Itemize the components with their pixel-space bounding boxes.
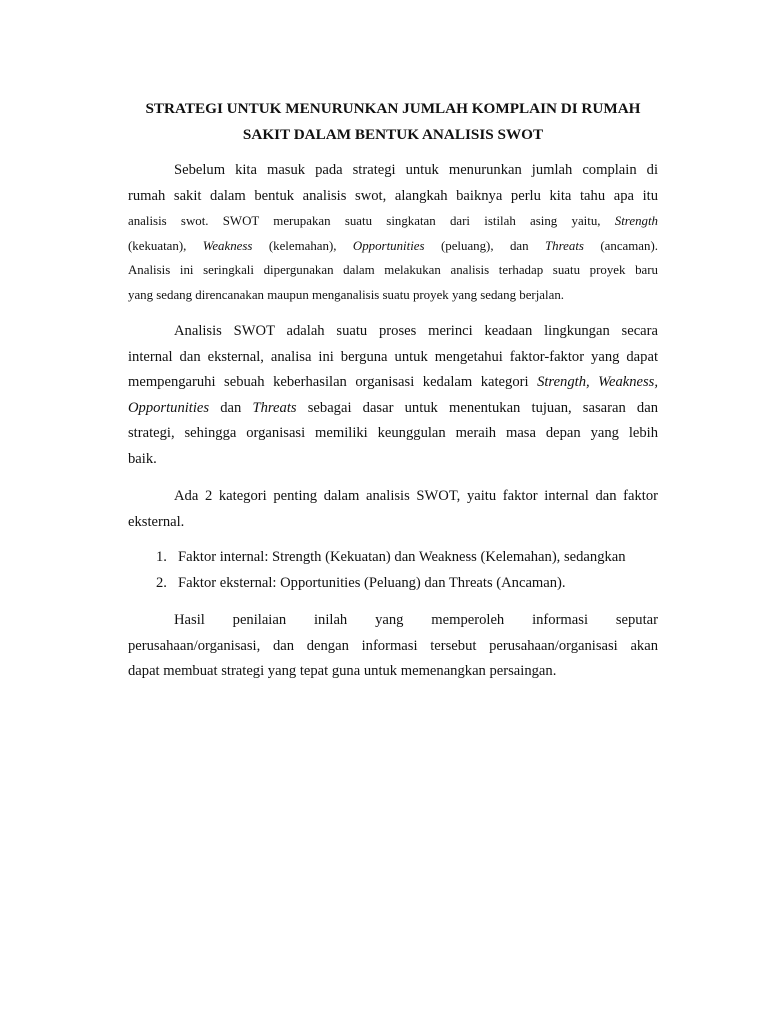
category-list bbox=[128, 545, 658, 596]
paragraph-text: (ancaman). bbox=[600, 238, 658, 253]
paragraph-line: Sebelum kita masuk pada strategi untuk menurunkan jumlah complain di bbox=[174, 162, 658, 178]
paragraph-line: Hasil penilaian inilah yang memperoleh informasi seputar bbox=[174, 612, 658, 629]
paragraph-text: (kelemahan), bbox=[268, 238, 337, 253]
list-text: Faktor internal: Strength (Kekuatan) dan Weakness (Kelemahan), sedangkan bbox=[178, 549, 626, 566]
paragraph-text: (kekuatan), bbox=[128, 238, 187, 253]
paragraph-line: eksternal. bbox=[128, 513, 185, 530]
paragraph-line bbox=[128, 209, 658, 234]
italic-term: Strength, Weakness, bbox=[537, 374, 659, 391]
list-number: 1. bbox=[156, 549, 167, 566]
document-page bbox=[128, 96, 658, 685]
paragraph-text: sebagai dasar untuk menentukan tujuan, sasaran dan bbox=[307, 399, 658, 416]
italic-term: Opportunities bbox=[352, 238, 425, 253]
italic-term: Threats bbox=[252, 399, 297, 416]
paragraph-intro bbox=[128, 158, 658, 307]
paragraph-text: (peluang), dan bbox=[440, 238, 529, 253]
title-line-2: SAKIT DALAM BENTUK ANALISIS SWOT bbox=[242, 126, 544, 143]
italic-term: Opportunities bbox=[128, 399, 210, 416]
paragraph-text: analisis swot. SWOT merupakan suatu singkatan dari istilah asing yaitu, bbox=[128, 214, 601, 228]
italic-term: Strength bbox=[614, 214, 658, 228]
paragraph-line: baik. bbox=[128, 450, 157, 467]
document-title bbox=[128, 96, 658, 148]
paragraph-line: dapat membuat strategi yang tepat guna untuk memenangkan persaingan. bbox=[128, 663, 557, 680]
paragraph-line: internal dan eksternal, analisa ini berguna untuk mengetahui faktor-faktor yang dapat bbox=[128, 348, 658, 365]
paragraph-line bbox=[128, 396, 658, 422]
paragraph-line: Analisis SWOT adalah suatu proses merinci keadaan lingkungan secara bbox=[174, 323, 658, 340]
paragraph-line bbox=[128, 370, 658, 396]
list-text: Faktor eksternal: Opportunities (Peluang) dan Threats (Ancaman). bbox=[178, 574, 566, 591]
title-line-1: STRATEGI UNTUK MENURUNKAN JUMLAH KOMPLAIN DI RUMAH bbox=[145, 100, 641, 117]
paragraph-line: perusahaan/organisasi, dan dengan informasi tersebut perusahaan/organisasi akan bbox=[128, 637, 658, 654]
paragraph-line: Analisis ini seringkali dipergunakan dalam melakukan analisis terhadap suatu proyek baru bbox=[128, 263, 658, 278]
italic-term: Weakness bbox=[202, 238, 253, 253]
paragraph-conclusion bbox=[128, 608, 658, 685]
paragraph-line: Ada 2 kategori penting dalam analisis SWOT, yaitu faktor internal dan faktor bbox=[174, 488, 658, 505]
paragraph-line bbox=[128, 234, 658, 259]
paragraph-line: strategi, sehingga organisasi memiliki keunggulan meraih masa depan yang lebih bbox=[128, 425, 658, 442]
list-item bbox=[128, 545, 658, 571]
list-number: 2. bbox=[156, 574, 167, 591]
paragraph-text: mempengaruhi sebuah keberhasilan organisasi kedalam kategori bbox=[128, 374, 529, 391]
paragraph-swot-definition bbox=[128, 319, 658, 472]
paragraph-line: yang sedang direncanakan maupun menganalisis suatu proyek yang sedang berjalan. bbox=[128, 287, 564, 302]
paragraph-line: rumah sakit dalam bentuk analisis swot, alangkah baiknya perlu kita tahu apa itu bbox=[128, 187, 658, 204]
paragraph-text: dan bbox=[220, 399, 242, 416]
italic-term: Threats bbox=[545, 238, 584, 253]
list-item bbox=[128, 571, 658, 597]
paragraph-categories bbox=[128, 484, 658, 535]
